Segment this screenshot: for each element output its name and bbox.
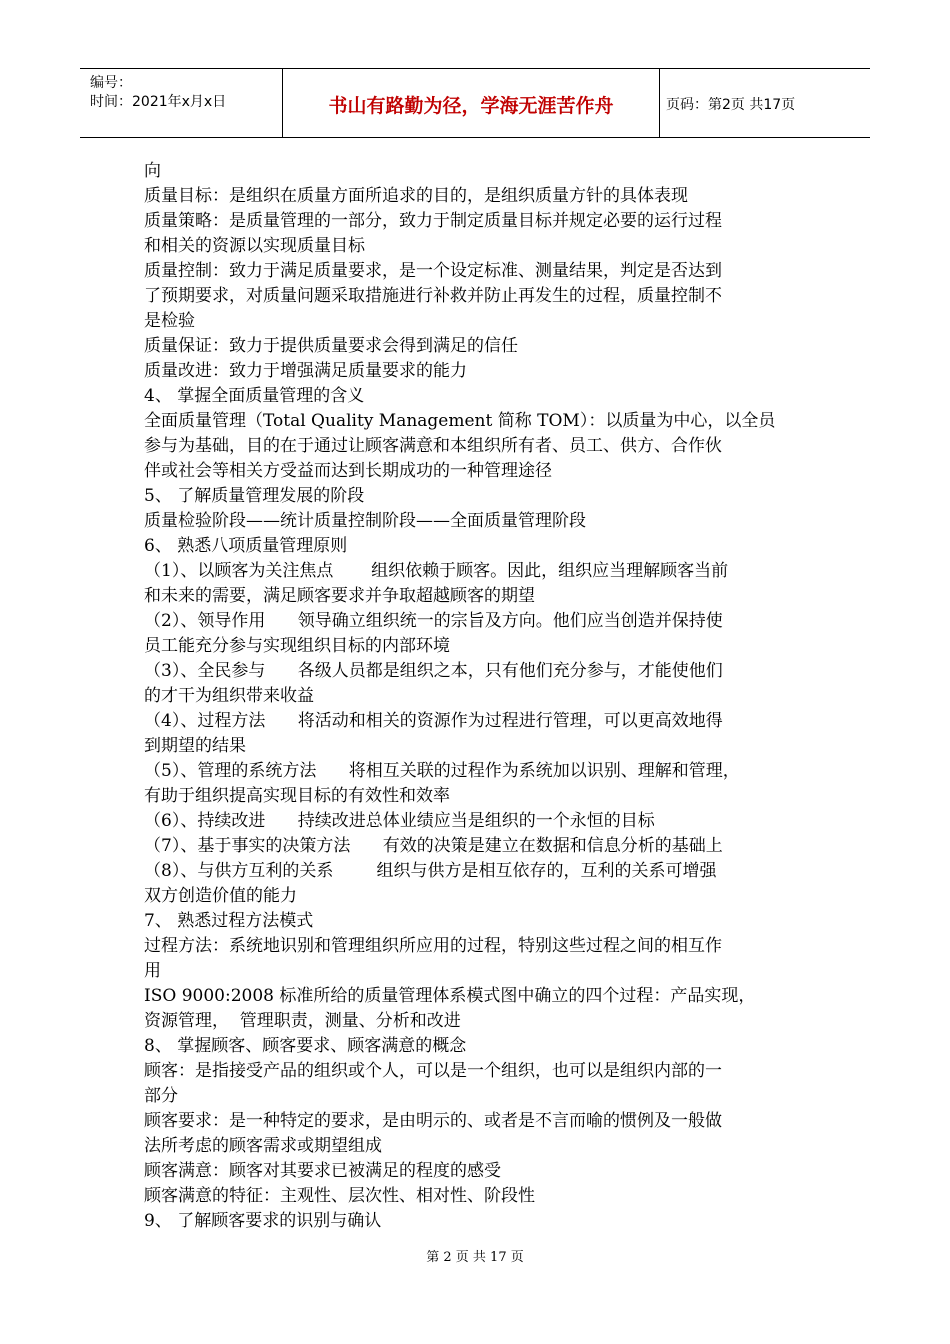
body-line: 和相关的资源以实现质量目标: [144, 236, 365, 256]
body-line: （7）、基于事实的决策方法 有效的决策是建立在数据和信息分析的基础上: [144, 836, 723, 856]
body-line: 参与为基础，目的在于通过让顾客满意和本组织所有者、员工、供方、合作伙: [144, 436, 722, 456]
section-heading: 8、 掌握顾客、顾客要求、顾客满意的概念: [144, 1036, 467, 1056]
body-line: 质量控制：致力于满足质量要求，是一个设定标准、测量结果，判定是否达到: [144, 261, 722, 281]
body-line: 顾客满意：顾客对其要求已被满足的程度的感受: [144, 1161, 501, 1181]
body-line: （5）、管理的系统方法 将相互关联的过程作为系统加以识别、理解和管理，: [144, 761, 740, 781]
body-line: （8）、与供方互利的关系 组织与供方是相互依存的，互利的关系可增强: [144, 861, 717, 881]
body-line: 顾客满意的特征：主观性、层次性、相对性、阶段性: [144, 1186, 535, 1206]
body-line: 双方创造价值的能力: [144, 886, 297, 906]
body-line: （3）、全民参与 各级人员都是组织之本，只有他们充分参与，才能使他们: [144, 661, 723, 681]
body-line: 法所考虑的顾客需求或期望组成: [144, 1136, 382, 1156]
body-line: （1）、以顾客为关注焦点 组织依赖于顾客。因此，组织应当理解顾客当前: [144, 561, 729, 581]
body-line: 了预期要求，对质量问题采取措施进行补救并防止再发生的过程，质量控制不: [144, 286, 722, 306]
body-line: 全面质量管理（Total Quality Management 简称 TOM）：以质量为中心，以全员: [144, 411, 776, 431]
document-time-label: 时间：2021年x月x日: [90, 94, 227, 110]
body-line: 顾客：是指接受产品的组织或个人，可以是一个组织，也可以是组织内部的一: [144, 1061, 722, 1081]
body-line: ISO 9000:2008 标准所给的质量管理体系模式图中确立的四个过程：产品实现，: [144, 986, 756, 1006]
document-body: [144, 159, 814, 1234]
body-line: 是检验: [144, 311, 195, 331]
body-line: 和未来的需要，满足顾客要求并争取超越顾客的期望: [144, 586, 535, 606]
section-heading: 9、 了解顾客要求的识别与确认: [144, 1211, 382, 1231]
body-line: 过程方法：系统地识别和管理组织所应用的过程，特别这些过程之间的相互作: [144, 936, 722, 956]
body-line: 质量保证：致力于提供质量要求会得到满足的信任: [144, 336, 518, 356]
page-header: [80, 68, 870, 138]
body-line: 质量检验阶段——统计质量控制阶段——全面质量管理阶段: [144, 511, 586, 531]
header-motto: 书山有路勤为径，学海无涯苦作舟: [328, 95, 614, 117]
page-footer: 第 2 页 共 17 页: [426, 1250, 524, 1265]
body-line: 向: [144, 161, 161, 181]
header-page-info: 页码：第2页 共17页: [666, 97, 796, 113]
section-heading: 4、 掌握全面质量管理的含义: [144, 386, 365, 406]
body-line: （2）、领导作用 领导确立组织统一的宗旨及方向。他们应当创造并保持使: [144, 611, 723, 631]
document-number-label: 编号：: [90, 75, 132, 91]
header-meta-cell: [80, 69, 283, 137]
body-line: 用: [144, 961, 161, 981]
body-line: 有助于组织提高实现目标的有效性和效率: [144, 786, 450, 806]
header-page-cell: [660, 69, 870, 137]
body-line: 伴或社会等相关方受益而达到长期成功的一种管理途径: [144, 461, 552, 481]
header-motto-cell: [283, 69, 660, 137]
section-heading: 5、 了解质量管理发展的阶段: [144, 486, 365, 506]
body-line: 质量策略：是质量管理的一部分，致力于制定质量目标并规定必要的运行过程: [144, 211, 722, 231]
body-line: （4）、过程方法 将活动和相关的资源作为过程进行管理，可以更高效地得: [144, 711, 723, 731]
body-line: 顾客要求：是一种特定的要求，是由明示的、或者是不言而喻的惯例及一般做: [144, 1111, 722, 1131]
body-line: （6）、持续改进 持续改进总体业绩应当是组织的一个永恒的目标: [144, 811, 655, 831]
body-line: 到期望的结果: [144, 736, 246, 756]
body-line: 质量改进：致力于增强满足质量要求的能力: [144, 361, 467, 381]
body-line: 的才干为组织带来收益: [144, 686, 314, 706]
body-line: 质量目标：是组织在质量方面所追求的目的，是组织质量方针的具体表现: [144, 186, 688, 206]
body-line: 部分: [144, 1086, 178, 1106]
section-heading: 6、 熟悉八项质量管理原则: [144, 536, 348, 556]
body-line: 员工能充分参与实现组织目标的内部环境: [144, 636, 450, 656]
section-heading: 7、 熟悉过程方法模式: [144, 911, 314, 931]
body-line: 资源管理， 管理职责，测量、分析和改进: [144, 1011, 461, 1031]
